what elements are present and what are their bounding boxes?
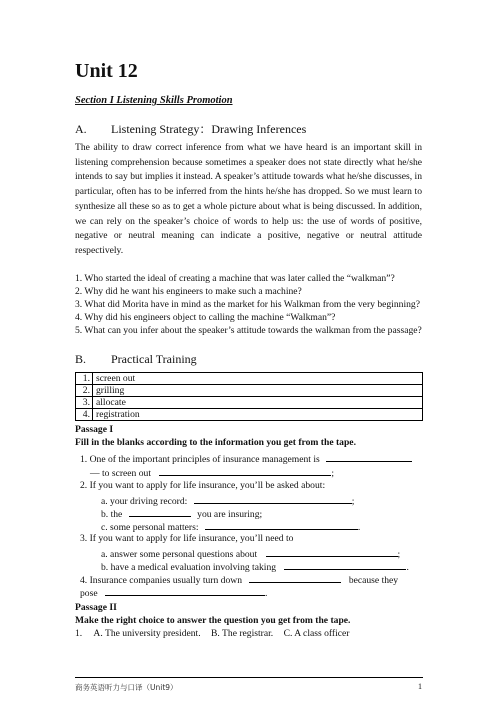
table-row — [76, 397, 423, 409]
term-text: screen out — [93, 373, 423, 385]
table-row — [76, 373, 423, 385]
term-number: 3. — [76, 397, 93, 409]
p2-q1-number: 1. — [75, 628, 83, 639]
page-number: 1 — [418, 682, 422, 691]
passage1-title: Passage I — [75, 424, 114, 435]
footer-divider — [75, 677, 423, 678]
heading-section-a — [75, 120, 306, 137]
p1-item4-line — [80, 573, 398, 587]
term-number: 4. — [76, 409, 93, 421]
heading-section-b — [75, 352, 197, 367]
question-item: 1. Who started the ideal of creating a machine that was later called the “walkman”? — [75, 273, 395, 284]
heading-a-letter: A. — [75, 122, 87, 136]
blank-field[interactable] — [249, 573, 341, 583]
blank-field[interactable] — [129, 507, 191, 517]
p1-item2b-line — [101, 507, 262, 521]
choice-a[interactable]: A. The university president. — [93, 628, 201, 639]
p1-item4b-line — [80, 586, 267, 600]
choice-c[interactable]: C. A class officer — [283, 628, 350, 639]
p1-item1-text: 1. One of the important principles of insurance management is — [80, 454, 320, 465]
p1-item3-line — [80, 533, 293, 545]
unit-title: Unit 12 — [75, 60, 138, 82]
p1-item1-line — [80, 452, 412, 466]
blank-field[interactable] — [284, 560, 406, 570]
blank-field[interactable] — [194, 494, 352, 504]
p1-item3-text: 3. If you want to apply for life insurance, you’ll need to — [80, 533, 294, 544]
p1-item3a-line — [101, 547, 400, 561]
p1-item2a-text: a. your driving record: — [101, 496, 188, 507]
blank-field[interactable] — [266, 547, 398, 557]
question-item: 2. Why did he want his engineers to make such a machine? — [75, 286, 302, 297]
heading-a-title: Listening Strategy：Drawing Inferences — [111, 122, 307, 136]
blank-field[interactable] — [326, 452, 412, 462]
strategy-paragraph: The ability to draw correct inference from what we have heard is an important skill in listening comprehension because sometimes a speaker does not state directly what he/she intends to say but implies it instead. A speaker’s attitude towards what he/she discusses, in particular, often has to be inferred from the hints he/she has dropped. So we must learn to synthesize all these so as to get a whole picture about what is being discussed. In addition, we can rely on the speaker’s choice of words to help us: the use of words of positive, negative or neutral meaning can indicate a positive, negative or neutral attitude respectively. — [75, 142, 422, 256]
passage1-instruction: Fill in the blanks according to the information you get from the tape. — [75, 437, 356, 448]
p1-item3b-text: b. have a medical evaluation involving taking — [101, 562, 277, 573]
question-item: 4. Why did his engineers object to calling the machine “Walkman”? — [75, 312, 336, 323]
term-text: allocate — [93, 397, 423, 409]
p1-item2b-text: b. the — [101, 509, 123, 520]
table-row — [76, 409, 423, 421]
p1-item3a-text: a. answer some personal questions about — [101, 549, 258, 560]
question-item: 5. What can you infer about the speaker’s attitude towards the walkman from the passage? — [75, 325, 422, 336]
term-number: 2. — [76, 385, 93, 397]
punctuation: ; — [331, 468, 335, 479]
blank-field[interactable] — [205, 520, 358, 530]
passage2-title: Passage II — [75, 602, 117, 613]
term-text: grilling — [93, 385, 423, 397]
table-row — [76, 385, 423, 397]
term-text: registration — [93, 409, 423, 421]
heading-b-letter: B. — [75, 352, 87, 366]
punctuation: . — [406, 562, 409, 573]
p1-item4-text: 4. Insurance companies usually turn down — [80, 575, 242, 586]
term-number: 1. — [76, 373, 93, 385]
p1-item1b-line — [90, 466, 334, 480]
p1-item2-text: 2. If you want to apply for life insurance, you’ll be asked about: — [80, 480, 326, 491]
p1-item4b-text: pose — [80, 588, 98, 599]
p1-item2c-text: c. some personal matters: — [101, 522, 199, 533]
p1-item2b-suffix: you are insuring; — [197, 509, 263, 520]
punctuation: . — [357, 522, 361, 533]
p1-item2-line — [80, 480, 325, 492]
punctuation: . — [265, 588, 268, 599]
punctuation: ; — [351, 496, 355, 507]
p2-question1 — [75, 628, 350, 640]
question-item: 3. What did Morita have in mind as the market for his Walkman from the very beginning? — [75, 299, 420, 310]
section-title: Section I Listening Skills Promotion — [75, 95, 233, 106]
blank-field[interactable] — [105, 586, 265, 596]
punctuation: ; — [397, 549, 401, 560]
p1-item4-suffix: because they — [348, 575, 399, 586]
p1-item3b-line — [101, 560, 409, 574]
vocabulary-table — [75, 372, 423, 421]
heading-b-title: Practical Training — [111, 352, 197, 366]
p1-item2a-line — [101, 494, 354, 508]
question-list — [75, 272, 422, 337]
p1-item1b-text: — to screen out — [90, 468, 152, 479]
p1-item2c-line — [101, 520, 360, 534]
passage2-instruction: Make the right choice to answer the question you get from the tape. — [75, 615, 351, 626]
choice-b[interactable]: B. The registrar. — [211, 628, 274, 639]
footer-text: 商务英语听力与口译（Unit9） — [75, 683, 178, 692]
blank-field[interactable] — [159, 466, 331, 476]
